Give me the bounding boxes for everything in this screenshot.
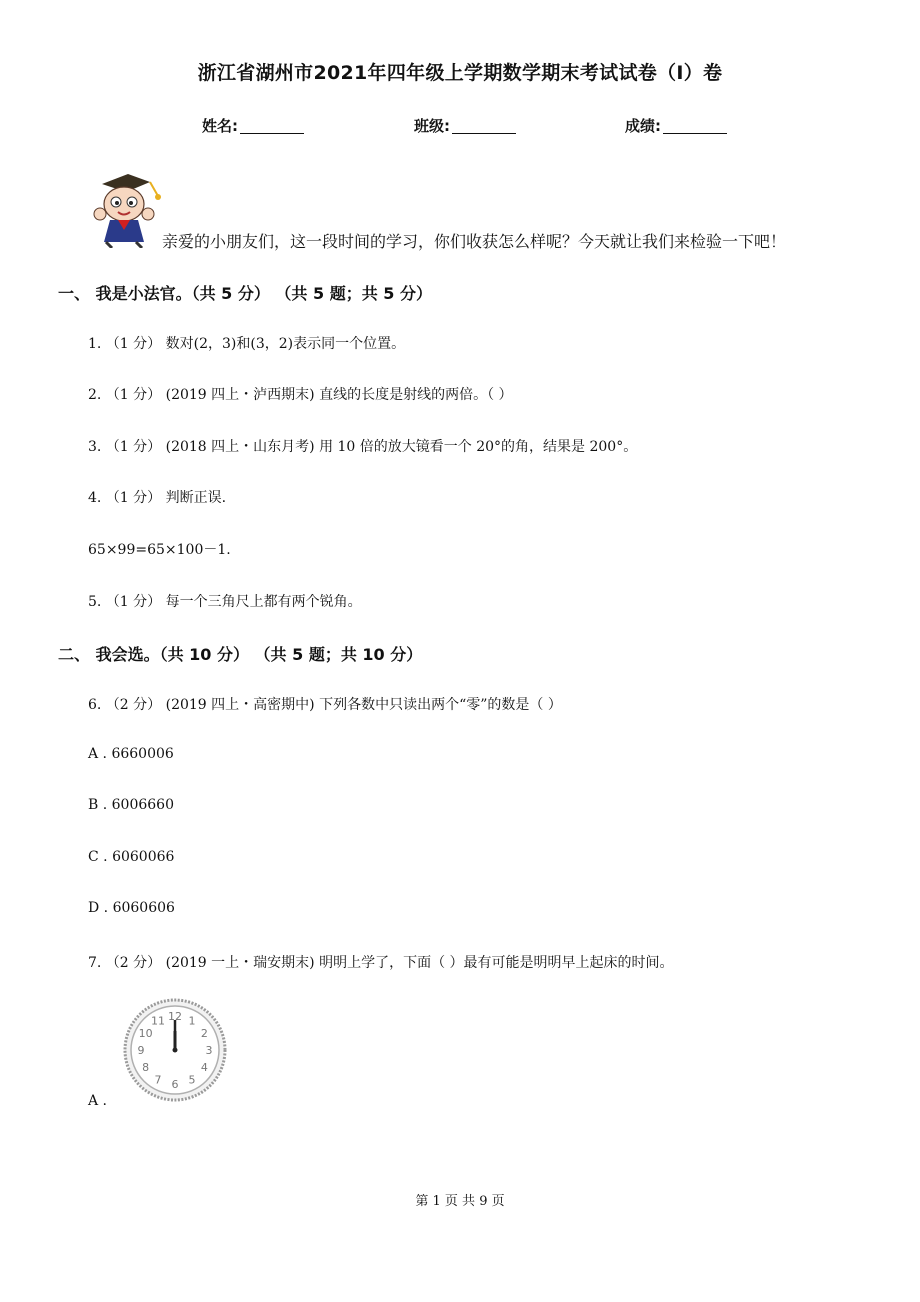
mascot-icon [88, 170, 166, 248]
greeting-text: 亲爱的小朋友们，这一段时间的学习，你们收获怎么样呢？今天就让我们来检验一下吧！ [162, 232, 787, 251]
clock-number: 5 [188, 1073, 196, 1087]
score-label: 成绩: [625, 117, 661, 135]
clock-number: 1 [188, 1014, 196, 1028]
clock-number: 2 [200, 1027, 208, 1040]
name-label: 姓名: [202, 117, 238, 135]
class-blank [452, 117, 516, 134]
question-2: 2. （1 分） (2019 四上・泸西期末) 直线的长度是射线的两倍。（ ） [88, 387, 513, 403]
clock-number: 7 [154, 1073, 162, 1087]
clock-number: 6 [171, 1078, 179, 1091]
page-footer: 第 1 页 共 9 页 [415, 1194, 505, 1209]
clock-number: 12 [168, 1010, 182, 1023]
section-heading-2: 二、 我会选。（共 10 分） （共 5 题；共 10 分） [58, 645, 423, 664]
question-6-option-c: C . 6060066 [88, 849, 175, 865]
question-6-option-d: D . 6060606 [88, 900, 175, 916]
question-7: 7. （2 分） (2019 一上・瑞安期末) 明明上学了，下面（ ）最有可能是明明早上起床的时间。 [88, 955, 674, 971]
clock-number: 3 [205, 1044, 213, 1057]
question-4: 4. （1 分） 判断正误. [88, 490, 227, 506]
question-7-option-a: A . [88, 1093, 108, 1109]
section-heading-1: 一、 我是小法官。（共 5 分） （共 5 题；共 5 分） [58, 284, 432, 303]
class-field [414, 115, 516, 136]
question-6: 6. （2 分） (2019 四上・高密期中) 下列各数中只读出两个“零”的数是（ ） [88, 697, 562, 713]
score-blank [663, 117, 727, 134]
clock-number: 9 [137, 1044, 145, 1057]
question-5: 5. （1 分） 每一个三角尺上都有两个锐角。 [88, 594, 362, 610]
clock-icon [123, 998, 227, 1102]
question-6-option-b: B . 6006660 [88, 797, 174, 813]
clock-number: 10 [138, 1027, 153, 1040]
clock-number: 11 [151, 1014, 165, 1028]
class-label: 班级: [414, 117, 450, 135]
name-blank [240, 117, 304, 134]
question-1: 1. （1 分） 数对(2，3)和(3，2)表示同一个位置。 [88, 336, 406, 352]
question-4-expression: 65×99=65×100－1. [88, 542, 231, 558]
name-field [202, 115, 304, 136]
question-6-option-a: A . 6660006 [88, 746, 174, 762]
question-3: 3. （1 分） (2018 四上・山东月考) 用 10 倍的放大镜看一个 20°的角，结果是 200°。 [88, 439, 638, 455]
clock-number: 8 [142, 1061, 150, 1074]
page-title: 浙江省湖州市2021年四年级上学期数学期末考试试卷（I）卷 [197, 62, 723, 84]
clock-number: 4 [200, 1061, 208, 1074]
score-field [625, 115, 727, 136]
